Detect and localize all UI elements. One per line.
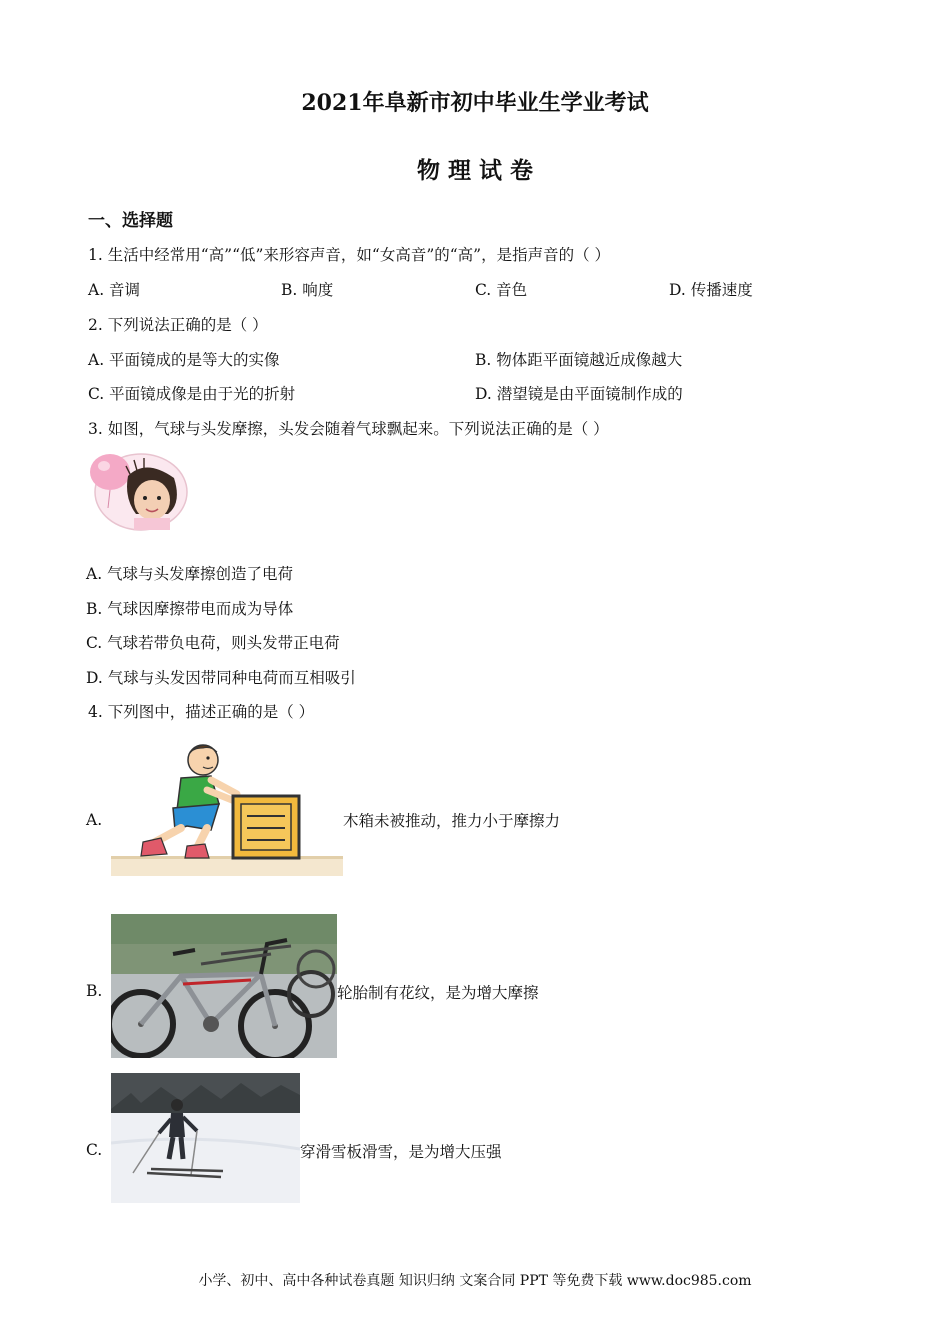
q3-option-a: A. 气球与头发摩擦创造了电荷: [86, 565, 294, 583]
section-title: 一、选择题: [88, 211, 173, 231]
page-footer: 小学、初中、高中各种试卷真题 知识归纳 文案合同 PPT 等免费下载 www.doc985.com: [198, 1273, 752, 1289]
balloon-hair-image: [86, 448, 188, 532]
boy-pushing-box-image: [111, 738, 343, 876]
q1-option-c: C. 音色: [475, 281, 528, 299]
q4-option-c-letter: C.: [86, 1141, 103, 1159]
q4-option-c-text: 穿滑雪板滑雪，是为增大压强: [300, 1143, 502, 1161]
bicycles-image: [111, 914, 337, 1058]
q2-option-c: C. 平面镜成像是由于光的折射: [88, 385, 296, 403]
q3-option-b: B. 气球因摩擦带电而成为导体: [86, 600, 294, 618]
page-title: 2021年阜新市初中毕业生学业考试: [301, 90, 649, 116]
page-subtitle: 物 理 试 卷: [416, 157, 534, 184]
q3-option-d: D. 气球与头发因带同种电荷而互相吸引: [86, 669, 356, 687]
question-2-stem: 2. 下列说法正确的是（ ）: [88, 316, 268, 334]
question-4-stem: 4. 下列图中，描述正确的是（ ）: [88, 703, 315, 721]
q4-option-b-text: 轮胎制有花纹，是为增大摩擦: [337, 984, 539, 1002]
question-1-stem: 1. 生活中经常用“高”“低”来形容声音，如“女高音”的“高”，是指声音的（ ）: [88, 246, 611, 264]
question-3-stem: 3. 如图，气球与头发摩擦，头发会随着气球飘起来。下列说法正确的是（ ）: [88, 420, 609, 438]
q1-option-d: D. 传播速度: [669, 281, 753, 299]
q2-option-b: B. 物体距平面镜越近成像越大: [475, 351, 683, 369]
q4-option-a-text: 木箱未被推动，推力小于摩擦力: [343, 812, 561, 830]
q2-option-d: D. 潜望镜是由平面镜制作成的: [475, 385, 683, 403]
q4-option-b-letter: B.: [86, 982, 103, 1000]
q3-option-c: C. 气球若带负电荷，则头发带正电荷: [86, 634, 340, 652]
q1-option-b: B. 响度: [281, 281, 334, 299]
q1-option-a: A. 音调: [88, 281, 141, 299]
q2-option-a: A. 平面镜成的是等大的实像: [88, 351, 280, 369]
skier-image: [111, 1073, 300, 1203]
q4-option-a-letter: A.: [86, 811, 103, 829]
